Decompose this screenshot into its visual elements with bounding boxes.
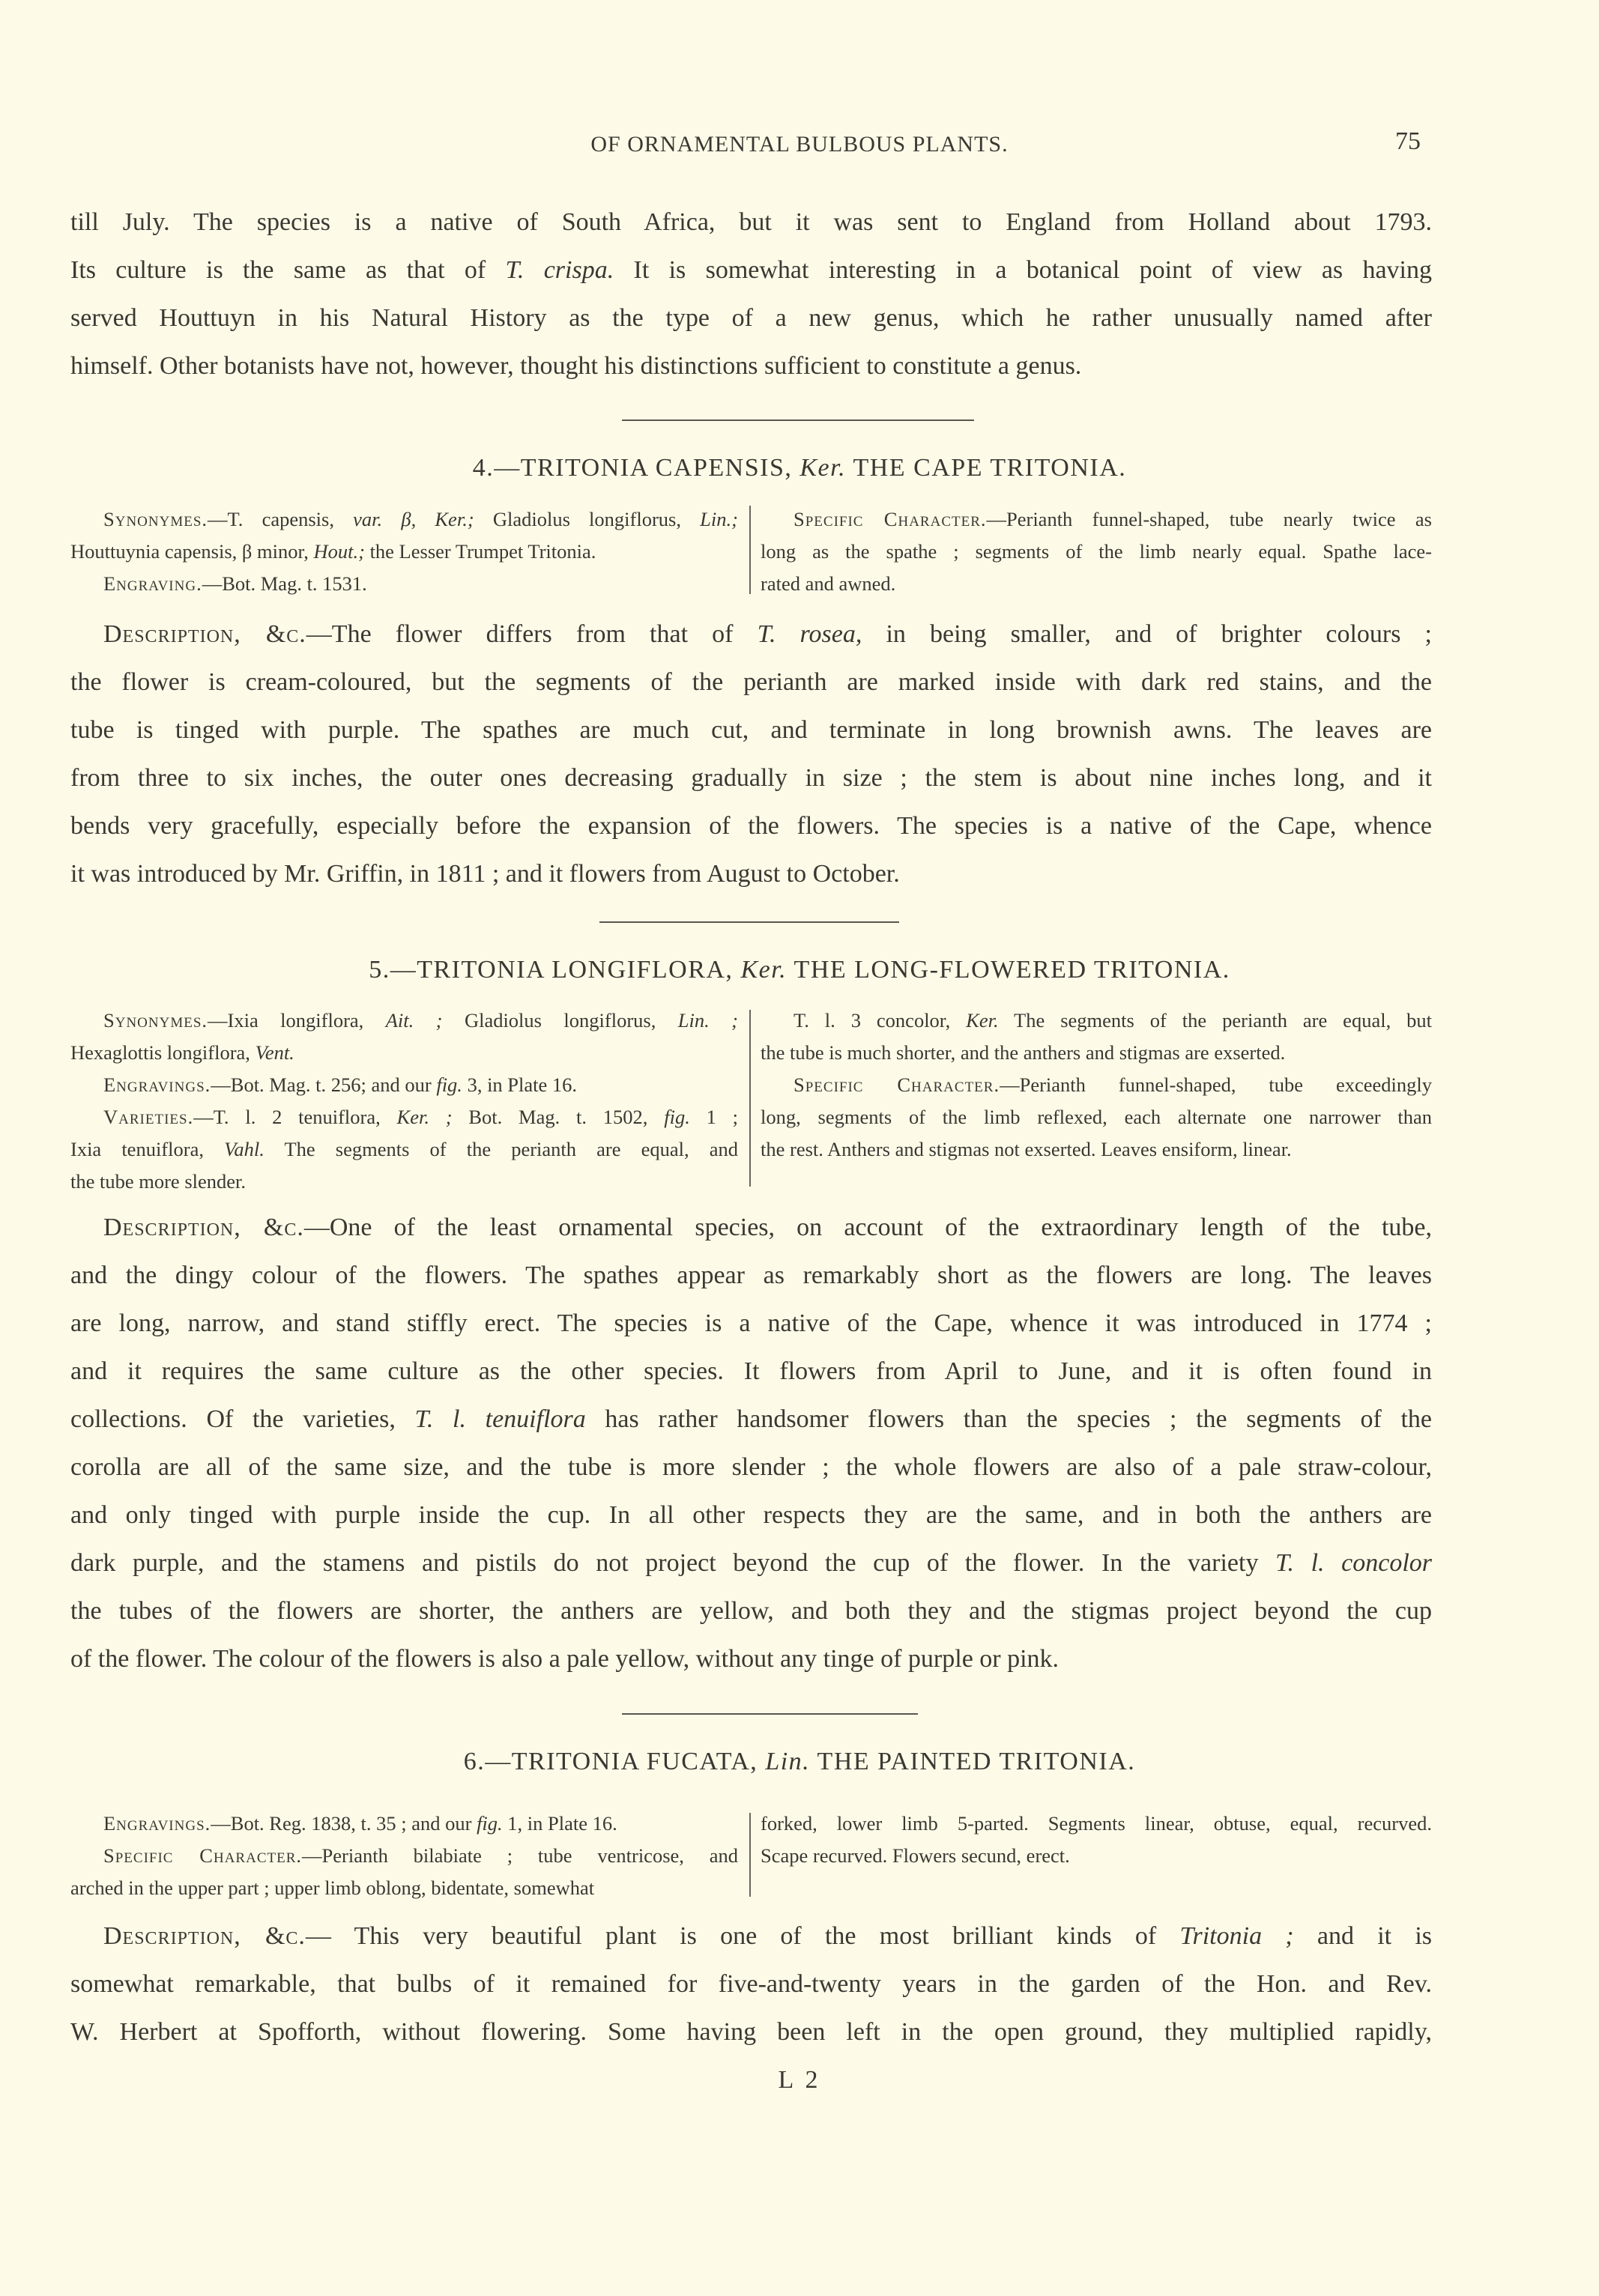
text-run: the tube is much shorter, and the anthers and stigmas are exserted. — [761, 1041, 1286, 1064]
text-run: Scape recurved. Flowers secund, erect. — [761, 1844, 1070, 1867]
text-line — [70, 611, 1432, 658]
column-paragraph — [70, 568, 738, 600]
column-paragraph — [761, 1069, 1432, 1166]
text-run: —Bot. Reg. 1838, t. 35 ; and our — [211, 1812, 477, 1835]
text-run: Gladiolus longiflorus, — [474, 508, 701, 530]
text-run: 6.—TRITONIA FUCATA, — [463, 1748, 766, 1775]
text-line — [70, 1133, 738, 1166]
text-line — [70, 2008, 1432, 2056]
text-run: forked, lower limb 5-parted. Segments linear, obtuse, equal, recurved. — [761, 1812, 1432, 1835]
text-line — [70, 1166, 738, 1198]
italic-run: fig. — [664, 1106, 690, 1128]
small-caps-run: Engraving. — [103, 572, 202, 595]
text-run: —T. l. 2 tenuiflora, — [193, 1106, 397, 1128]
text-line — [70, 1101, 738, 1133]
text-run: Its culture is the same as that of — [70, 256, 506, 284]
italic-run: Vahl. — [224, 1138, 265, 1160]
text-run: dark purple, and the stamens and pistils do not project beyond the cup of the flower. In the variety — [70, 1549, 1276, 1577]
text-run: —Bot. Mag. t. 256; and our — [211, 1073, 437, 1096]
text-line — [70, 754, 1432, 802]
text-run: Ixia tenuiflora, — [70, 1138, 225, 1160]
text-line — [70, 1005, 738, 1037]
text-line — [761, 1005, 1432, 1037]
small-caps-run: Varieties. — [103, 1106, 194, 1128]
text-line — [70, 1539, 1432, 1587]
small-caps-run: Engravings. — [103, 1812, 211, 1835]
text-line — [70, 1587, 1432, 1635]
section-rule — [622, 1713, 918, 1715]
text-run: The segments of the perianth are equal, but — [998, 1009, 1432, 1032]
text-run: arched in the upper part ; upper limb oblong, bidentate, somewhat — [70, 1877, 595, 1899]
italic-run: Tritonia ; — [1179, 1922, 1294, 1950]
text-run: THE LONG-FLOWERED TRITONIA. — [787, 956, 1230, 984]
small-caps-run: Specific Character. — [794, 1073, 1000, 1096]
synonymy-column-left — [70, 1808, 738, 1904]
text-line — [761, 1069, 1432, 1101]
text-line — [70, 1635, 1432, 1683]
text-run: Bot. Mag. t. 1502, — [452, 1106, 665, 1128]
text-run: and only tinged with purple inside the cup. In all other respects they are the same, and in both the anthers are — [70, 1501, 1432, 1529]
text-run: —Bot. Mag. t. 1531. — [202, 572, 367, 595]
text-run: —The flower differs from that of — [306, 620, 758, 648]
text-line — [70, 503, 738, 536]
italic-run: T. l. tenuiflora — [414, 1405, 586, 1433]
text-line — [761, 1037, 1432, 1069]
column-paragraph — [70, 1101, 738, 1198]
text-line — [70, 1037, 738, 1069]
italic-run: Hout.; — [313, 540, 365, 563]
text-run: somewhat remarkable, that bulbs of it remained for five-and-twenty years in the garden of the Hon. and Rev. — [70, 1970, 1432, 1998]
text-line — [70, 342, 1432, 390]
text-line — [761, 1133, 1432, 1166]
text-run: The segments of the perianth are equal, and — [264, 1138, 738, 1160]
italic-run: Lin. — [765, 1748, 811, 1775]
text-line — [761, 1101, 1432, 1133]
italic-run: T. crispa. — [505, 256, 614, 284]
small-caps-run: Synonymes. — [103, 1009, 208, 1032]
italic-run: Lin. ; — [677, 1009, 738, 1032]
column-divider — [749, 1813, 751, 1897]
text-line — [70, 1204, 1432, 1252]
synonymy-column-right — [761, 503, 1432, 600]
text-run: Houttuynia capensis, β minor, — [70, 540, 314, 563]
text-run: and it requires the same culture as the other species. It flowers from April to June, and it is often found in — [70, 1357, 1432, 1385]
synonymy-column-right — [761, 1808, 1432, 1872]
description-paragraph — [70, 611, 1432, 898]
section-rule — [599, 921, 899, 923]
section-heading — [0, 956, 1599, 984]
text-run: the tube more slender. — [70, 1170, 247, 1193]
section-rule — [622, 419, 974, 421]
column-paragraph — [70, 1840, 738, 1904]
text-run: long, segments of the limb reflexed, each alternate one narrower than — [761, 1106, 1432, 1128]
text-run: T. l. 3 concolor, — [794, 1009, 967, 1032]
text-run: the tubes of the flowers are shorter, the anthers are yellow, and both they and the stigmas project beyond the cup — [70, 1597, 1432, 1625]
intro-paragraph — [70, 199, 1432, 390]
text-line — [70, 1252, 1432, 1300]
text-line — [761, 1840, 1432, 1872]
italic-run: T. l. concolor — [1275, 1549, 1432, 1577]
text-run: it was introduced by Mr. Griffin, in 1811 ; and it flowers from August to October. — [70, 860, 900, 888]
italic-run: Ker. — [966, 1009, 999, 1032]
text-line — [70, 706, 1432, 754]
text-run: in being smaller, and of brighter colours ; — [862, 620, 1432, 648]
text-line — [70, 658, 1432, 706]
text-line — [70, 1840, 738, 1872]
column-paragraph — [70, 1005, 738, 1069]
small-caps-run: Engravings. — [103, 1073, 211, 1096]
text-line — [70, 568, 738, 600]
column-paragraph — [70, 503, 738, 568]
text-run: — This very beautiful plant is one of the most brilliant kinds of — [305, 1922, 1180, 1950]
text-run: bends very gracefully, especially before the expansion of the flowers. The species is a native of the Cape, whence — [70, 812, 1432, 840]
small-caps-run: Specific Character. — [794, 508, 987, 530]
text-run: served Houttuyn in his Natural History as the type of a new genus, which he rather unusually named after — [70, 304, 1432, 332]
text-run: —Ixia longiflora, — [208, 1009, 386, 1032]
italic-run: Vent. — [255, 1041, 294, 1064]
italic-run: Lin.; — [700, 508, 738, 530]
italic-run: Ker. — [800, 454, 847, 482]
column-paragraph — [761, 1005, 1432, 1069]
text-run: Gladiolus longiflorus, — [442, 1009, 678, 1032]
text-run: It is somewhat interesting in a botanical point of view as having — [614, 256, 1433, 284]
text-run: are long, narrow, and stand stiffly erect. The species is a native of the Cape, whence it was introduced in 1774 ; — [70, 1309, 1432, 1337]
text-run: W. Herbert at Spofforth, without flowering. Some having been left in the open ground, they multiplied rapidly, — [70, 2018, 1432, 2046]
text-run: long as the spathe ; segments of the limb nearly equal. Spathe lace- — [761, 540, 1432, 563]
text-run: 3, in Plate 16. — [462, 1073, 578, 1096]
text-run: till July. The species is a native of South Africa, but it was sent to England from Holland about 1793. — [70, 208, 1432, 236]
page-number: 75 — [1395, 127, 1421, 155]
text-line — [70, 1808, 738, 1840]
column-paragraph — [761, 1808, 1432, 1872]
text-line — [70, 1444, 1432, 1491]
text-line — [761, 536, 1432, 568]
text-line — [761, 1808, 1432, 1840]
column-paragraph — [70, 1069, 738, 1101]
text-run: the flower is cream-coloured, but the segments of the perianth are marked inside with dark red stains, and the — [70, 668, 1432, 696]
text-line — [70, 246, 1432, 294]
column-divider — [749, 506, 751, 594]
section-heading — [0, 454, 1599, 482]
text-line — [70, 1300, 1432, 1348]
column-divider — [749, 1010, 751, 1187]
text-line — [70, 1960, 1432, 2008]
text-run: 5.—TRITONIA LONGIFLORA, — [369, 956, 741, 984]
text-run: —Perianth funnel-shaped, tube exceedingly — [1000, 1073, 1432, 1096]
text-run: from three to six inches, the outer ones decreasing gradually in size ; the stem is about nine inches long, and it — [70, 764, 1432, 792]
signature-mark: L 2 — [778, 2066, 821, 2094]
text-run: THE CAPE TRITONIA. — [846, 454, 1127, 482]
description-paragraph — [70, 1204, 1432, 1683]
text-run: the rest. Anthers and stigmas not exserted. Leaves ensiform, linear. — [761, 1138, 1292, 1160]
italic-run: Ker. ; — [396, 1106, 453, 1128]
text-run: —Perianth funnel-shaped, tube nearly twice as — [986, 508, 1432, 530]
text-run: 4.—TRITONIA CAPENSIS, — [472, 454, 800, 482]
text-line — [70, 1872, 738, 1904]
text-run: himself. Other botanists have not, however, thought his distinctions sufficient to constitute a genus. — [70, 352, 1082, 380]
text-run: —T. capensis, — [208, 508, 354, 530]
small-caps-run: Description, &c. — [103, 620, 306, 648]
text-line — [70, 1912, 1432, 1960]
text-run: of the flower. The colour of the flowers is also a pale yellow, without any tinge of purple or pink. — [70, 1645, 1060, 1673]
running-head: OF ORNAMENTAL BULBOUS PLANTS. — [590, 132, 1009, 157]
synonymy-column-right — [761, 1005, 1432, 1166]
text-line — [70, 294, 1432, 342]
small-caps-run: Specific Character. — [103, 1844, 303, 1867]
text-run: 1, in Plate 16. — [502, 1812, 617, 1835]
section-heading — [0, 1748, 1599, 1776]
text-run: the Lesser Trumpet Tritonia. — [364, 540, 596, 563]
text-run: and the dingy colour of the flowers. The spathes appear as remarkably short as the flowers are long. The leaves — [70, 1261, 1432, 1289]
text-line — [70, 1491, 1432, 1539]
column-paragraph — [761, 503, 1432, 600]
italic-run: fig. — [477, 1812, 503, 1835]
text-run: Hexaglottis longiflora, — [70, 1041, 256, 1064]
text-run: rated and awned. — [761, 572, 896, 595]
text-run: —Perianth bilabiate ; tube ventricose, and — [302, 1844, 738, 1867]
text-line — [70, 1069, 738, 1101]
text-run: THE PAINTED TRITONIA. — [810, 1748, 1136, 1775]
text-run: and it is — [1293, 1922, 1433, 1950]
text-line — [70, 199, 1432, 246]
column-paragraph — [70, 1808, 738, 1840]
text-line — [70, 1348, 1432, 1396]
description-paragraph — [70, 1912, 1432, 2056]
text-line — [761, 503, 1432, 536]
small-caps-run: Description, &c. — [103, 1214, 304, 1241]
italic-run: T. rosea, — [757, 620, 862, 648]
text-run: 1 ; — [689, 1106, 738, 1128]
text-line — [70, 850, 1432, 898]
text-line — [70, 536, 738, 568]
text-line — [70, 802, 1432, 850]
text-line — [70, 1396, 1432, 1444]
small-caps-run: Synonymes. — [103, 508, 208, 530]
text-run: corolla are all of the same size, and the tube is more slender ; the whole flowers are also of a pale straw-colour, — [70, 1453, 1432, 1481]
synonymy-column-left — [70, 1005, 738, 1198]
text-line — [761, 568, 1432, 600]
italic-run: var. β, Ker.; — [353, 508, 474, 530]
italic-run: fig. — [436, 1073, 462, 1096]
text-run: tube is tinged with purple. The spathes are much cut, and terminate in long brownish awns. The leaves are — [70, 716, 1432, 744]
italic-run: Ait. ; — [385, 1009, 443, 1032]
text-run: —One of the least ornamental species, on account of the extraordinary length of the tube, — [303, 1214, 1433, 1241]
text-run: has rather handsomer flowers than the species ; the segments of the — [585, 1405, 1432, 1433]
small-caps-run: Description, &c. — [103, 1922, 306, 1950]
text-run: collections. Of the varieties, — [70, 1405, 415, 1433]
synonymy-column-left — [70, 503, 738, 600]
italic-run: Ker. — [740, 956, 788, 984]
